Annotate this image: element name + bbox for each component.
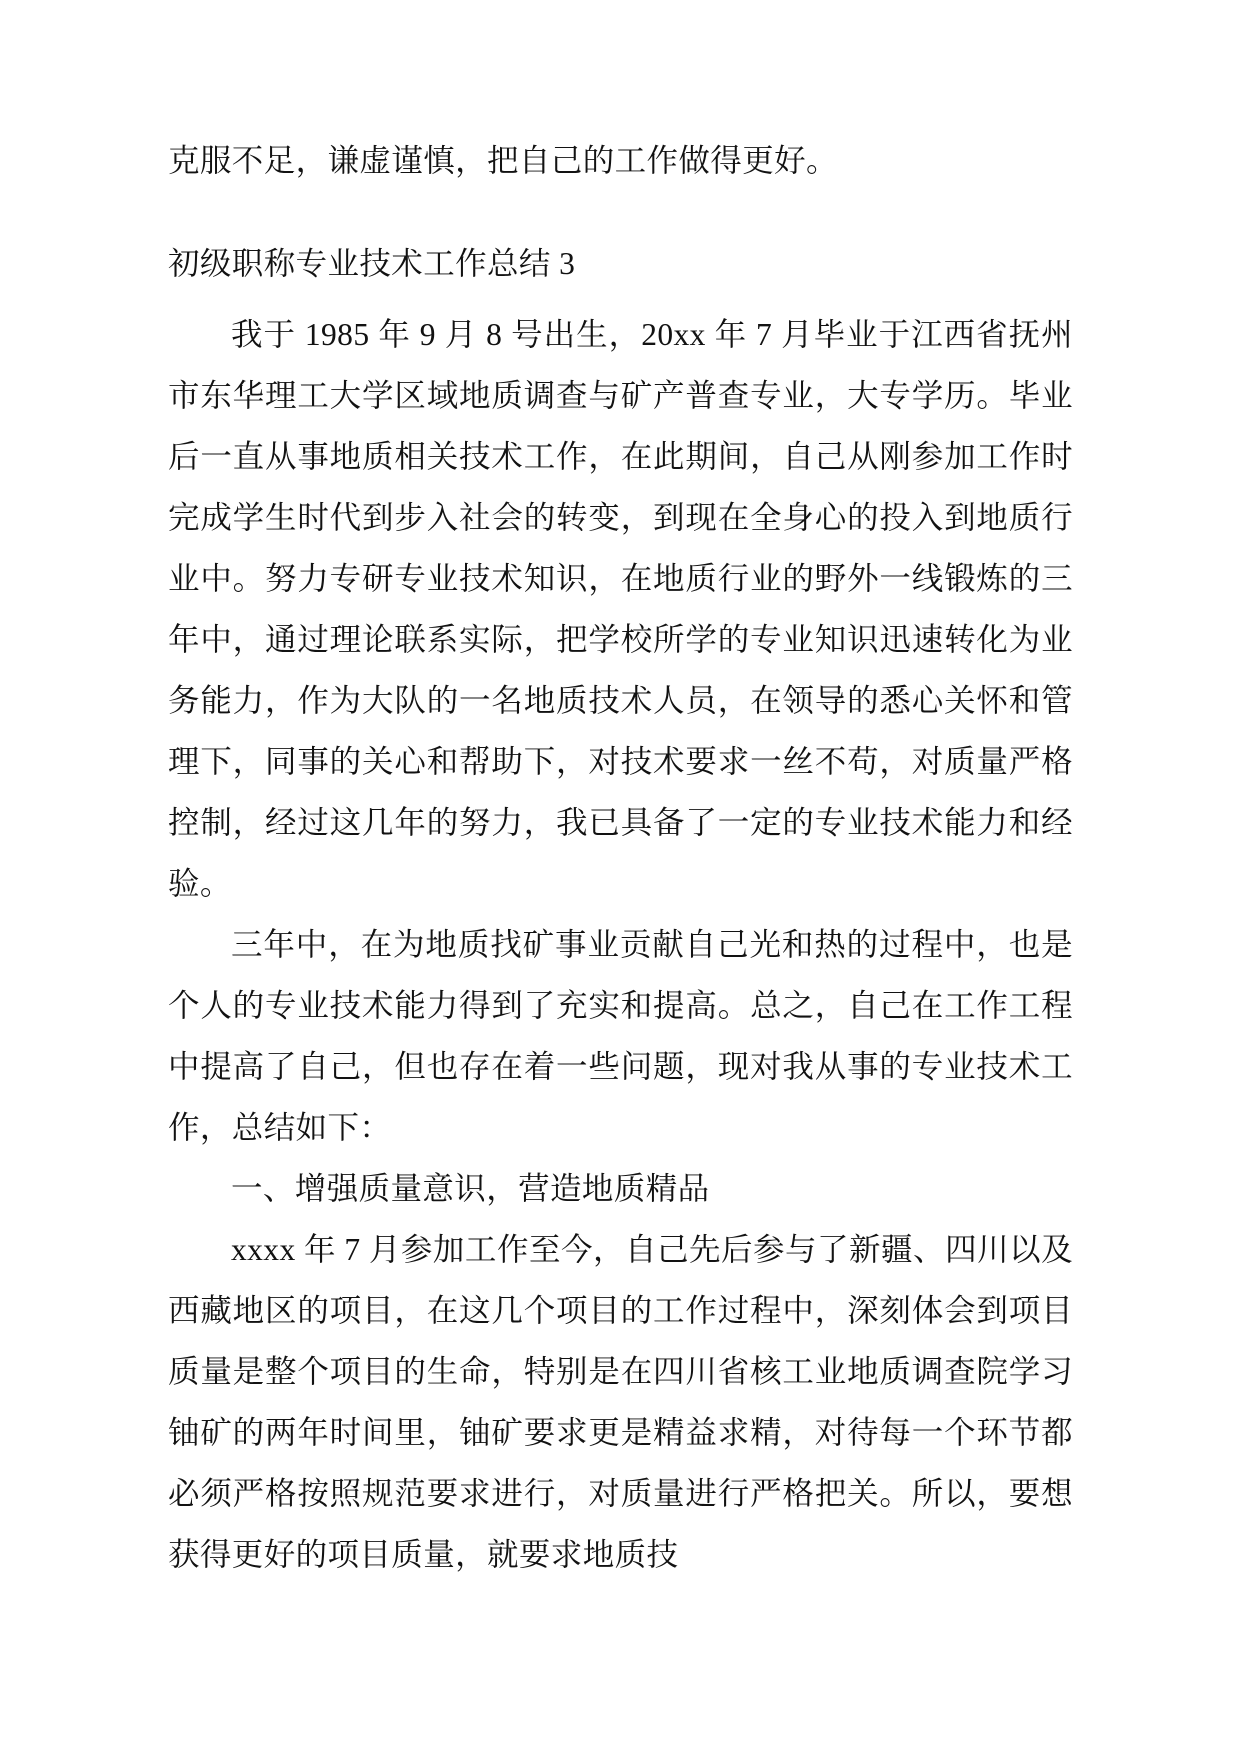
subsection-heading-one: 一、增强质量意识，营造地质精品 xyxy=(231,1171,710,1206)
paragraph-quality: xxxx 年 7 月参加工作至今，自己先后参与了新疆、四川以及西藏地区的项目，在这几个项目的工作过程中，深刻体会到项目质量是整个项目的生命，特别是在四川省核工业地质调查院学习铀矿的两年时间里，铀矿要求更是精益求精，对待每一个环节都必须严格按照规范要求进行，对质量进行严格把关。所以，要想获得更好的项目质量，就要求地质技 xyxy=(168,1232,1073,1572)
section-heading: 初级职称专业技术工作总结 3 xyxy=(168,246,576,281)
document-body xyxy=(168,130,1073,1585)
spacer xyxy=(168,294,1073,304)
spacer xyxy=(168,191,1073,233)
paragraph-intro: 我于 1985 年 9 月 8 号出生，20xx 年 7 月毕业于江西省抚州市东华理工大学区域地质调查与矿产普查专业，大专学历。毕业后一直从事地质相关技术工作，在此期间，自己从刚参加工作时完成学生时代到步入社会的转变，到现在全身心的投入到地质行业中。努力专研专业技术知识，在地质行业的野外一线锻炼的三年中，通过理论联系实际，把学校所学的专业知识迅速转化为业务能力，作为大队的一名地质技术人员，在领导的悉心关怀和管理下，同事的关心和帮助下，对技术要求一丝不苟，对质量严格控制，经过这几年的努力，我已具备了一定的专业技术能力和经验。 xyxy=(168,317,1073,901)
paragraph-three-years: 三年中，在为地质找矿事业贡献自己光和热的过程中，也是个人的专业技术能力得到了充实和提高。总之，自己在工作工程中提高了自己，但也存在着一些问题，现对我从事的专业技术工作，总结如下： xyxy=(168,927,1073,1145)
closing-paragraph: 克服不足，谦虚谨慎，把自己的工作做得更好。 xyxy=(168,143,838,178)
